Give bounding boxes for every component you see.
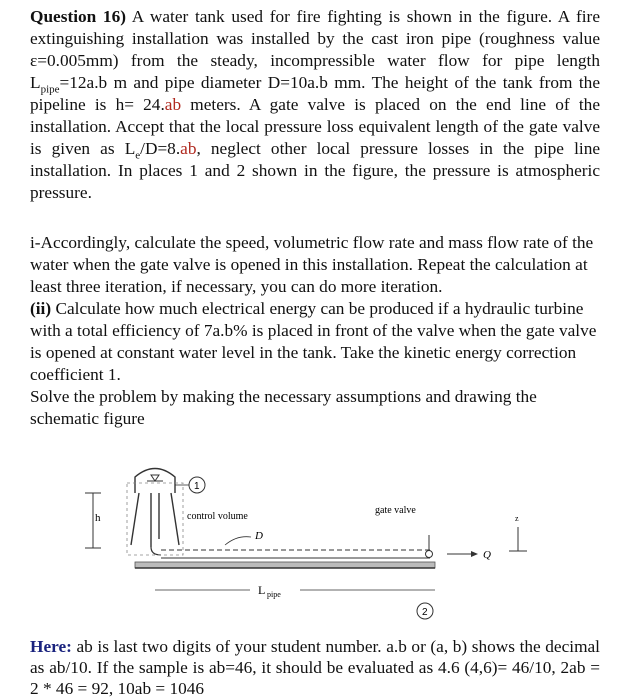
gate-valve-label: gate valve <box>375 505 416 516</box>
question-text-b: =12a.b m and pipe diameter D=10a.b mm. The height of the tank from the pipeline is h= 24. <box>30 73 600 114</box>
point-2-label: 2 <box>422 607 428 618</box>
question-text-a: A water tank used for fire fighting is shown in the figure. A fire extinguishing installation was installed by the cast iron pipe (roughness value ε=0.005mm) from the steady, incompressible water flow for pipe length L <box>30 7 600 92</box>
control-volume-label: control volume <box>187 511 248 522</box>
pipe-subscript: pipe <box>40 83 60 96</box>
part-ii-text: Calculate how much electrical energy can be produced if a hydraulic turbine with a total efficiency of 7a.b% is placed in front of the valve when the gate valve is opened at constant water level in the tank. Take the kinetic energy correction coefficient 1. <box>30 299 597 384</box>
question-number: Question 16) <box>30 7 126 26</box>
note-text: ab is last two digits of your student number. a.b or (a, b) shows the decimal as ab/10. If the sample is ab=46, it should be evaluated as 4.6 (4,6)= 46/10, 2ab = 2 * 46 = 92, 10ab = 1046 <box>30 637 600 698</box>
ab-highlight-2: ab <box>180 139 197 158</box>
support-left <box>131 493 139 545</box>
solve-text: Solve the problem by making the necessary assumptions and drawing the schematic figure <box>30 387 537 428</box>
water-level-marker <box>151 475 159 481</box>
d-leader <box>225 537 251 545</box>
pipe-bend <box>151 547 161 555</box>
part-i-text: i-Accordingly, calculate the speed, volumetric flow rate and mass flow rate of the water when the gate valve is opened in this installation. Repeat the calculation at least three iteration, if necessary, you can do more iteration. <box>30 233 594 296</box>
ab-highlight: ab <box>164 95 182 114</box>
part-ii <box>30 298 600 386</box>
ground-strip <box>135 562 435 568</box>
h-label: h <box>95 512 101 524</box>
gate-valve-icon <box>426 551 433 558</box>
flow-arrow-head <box>471 551 478 557</box>
z-label: z <box>515 514 519 523</box>
question-text-d: /D=8. <box>140 139 181 158</box>
d-label: D <box>255 530 263 542</box>
question-text-c: meters. A gate valve is placed on the end line of the installation. Accept that the local pressure loss equivalent length of the gate valve is given as L <box>30 95 600 158</box>
q-label: Q <box>483 549 491 561</box>
note-here: Here: <box>30 637 72 656</box>
question-paragraph <box>30 6 600 204</box>
e-subscript: e <box>135 149 141 162</box>
note-paragraph <box>30 636 600 699</box>
support-right <box>171 493 179 545</box>
part-ii-label: (ii) <box>30 299 52 318</box>
schematic-figure <box>75 455 555 635</box>
l-sub: pipe <box>267 590 281 599</box>
point-1-label: 1 <box>194 481 200 492</box>
parts-block <box>30 232 600 430</box>
question-text-e: , neglect other local pressure losses in the pipe line installation. In places 1 and 2 shown in the figure, the pressure is atmospheric pressure. <box>30 139 601 202</box>
l-label: L <box>258 583 266 597</box>
